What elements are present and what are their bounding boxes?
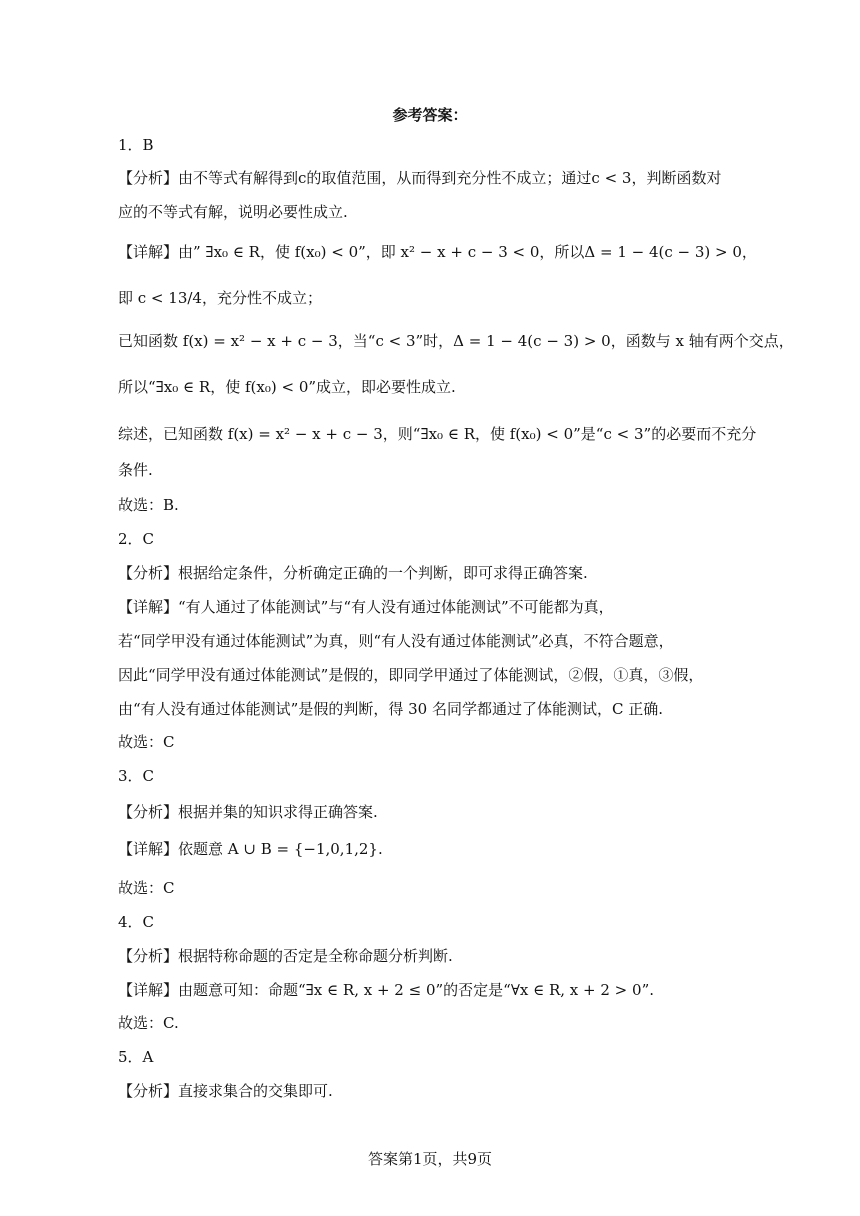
detail-line: 【详解】依题意 A ∪ B = {−1,0,1,2}. bbox=[118, 840, 383, 858]
analysis-line: 应的不等式有解，说明必要性成立. bbox=[118, 203, 348, 221]
page-title: 参考答案： bbox=[392, 106, 468, 124]
analysis-line: 【分析】根据特称命题的否定是全称命题分析判断. bbox=[118, 947, 453, 965]
detail-line: 条件. bbox=[118, 461, 153, 479]
detail-line: 由“有人没有通过体能测试”是假的判断，得 30 名同学都通过了体能测试，C 正确. bbox=[118, 700, 663, 718]
choice-line: 故选：C bbox=[118, 879, 175, 897]
detail-line: 【详解】由题意可知：命题“∃x ∈ R, x + 2 ≤ 0”的否定是“∀x ∈ R, x + 2 > 0”. bbox=[118, 981, 655, 999]
detail-line: 若“同学甲没有通过体能测试”为真，则“有人没有通过体能测试”必真，不符合题意， bbox=[118, 632, 674, 650]
answer-number-3: 3．C bbox=[118, 767, 155, 785]
answer-number-5: 5．A bbox=[118, 1048, 154, 1066]
detail-line: 【详解】由” ∃x₀ ∈ R，使 f(x₀) < 0”，即 x² − x + c − 3 < 0，所以Δ = 1 − 4(c − 3) > 0， bbox=[118, 243, 757, 261]
choice-line: 故选：B. bbox=[118, 496, 179, 514]
answer-number-4: 4．C bbox=[118, 913, 155, 931]
detail-line: 综述，已知函数 f(x) = x² − x + c − 3，则“∃x₀ ∈ R，使 f(x₀) < 0”是“c < 3”的必要而不充分 bbox=[118, 425, 757, 443]
answer-number-1: 1．B bbox=[118, 136, 154, 154]
detail-line: 即 c < 13/4，充分性不成立； bbox=[118, 289, 322, 307]
choice-line: 故选：C. bbox=[118, 1014, 179, 1032]
analysis-line: 【分析】由不等式有解得到c的取值范围，从而得到充分性不成立；通过c < 3，判断函数对 bbox=[118, 169, 722, 187]
analysis-line: 【分析】根据给定条件，分析确定正确的一个判断，即可求得正确答案. bbox=[118, 564, 588, 582]
choice-line: 故选：C bbox=[118, 733, 175, 751]
detail-line: 因此“同学甲没有通过体能测试”是假的，即同学甲通过了体能测试，②假，①真，③假， bbox=[118, 666, 704, 684]
detail-line: 所以“∃x₀ ∈ R，使 f(x₀) < 0”成立，即必要性成立. bbox=[118, 378, 456, 396]
page-footer: 答案第1页，共9页 bbox=[367, 1150, 493, 1168]
analysis-line: 【分析】直接求集合的交集即可. bbox=[118, 1082, 333, 1100]
detail-line: 【详解】“有人通过了体能测试”与“有人没有通过体能测试”不可能都为真， bbox=[118, 598, 614, 616]
analysis-line: 【分析】根据并集的知识求得正确答案. bbox=[118, 803, 378, 821]
answer-number-2: 2．C bbox=[118, 530, 155, 548]
detail-line: 已知函数 f(x) = x² − x + c − 3，当“c < 3”时，Δ = 1 − 4(c − 3) > 0，函数与 x 轴有两个交点， bbox=[118, 332, 794, 350]
